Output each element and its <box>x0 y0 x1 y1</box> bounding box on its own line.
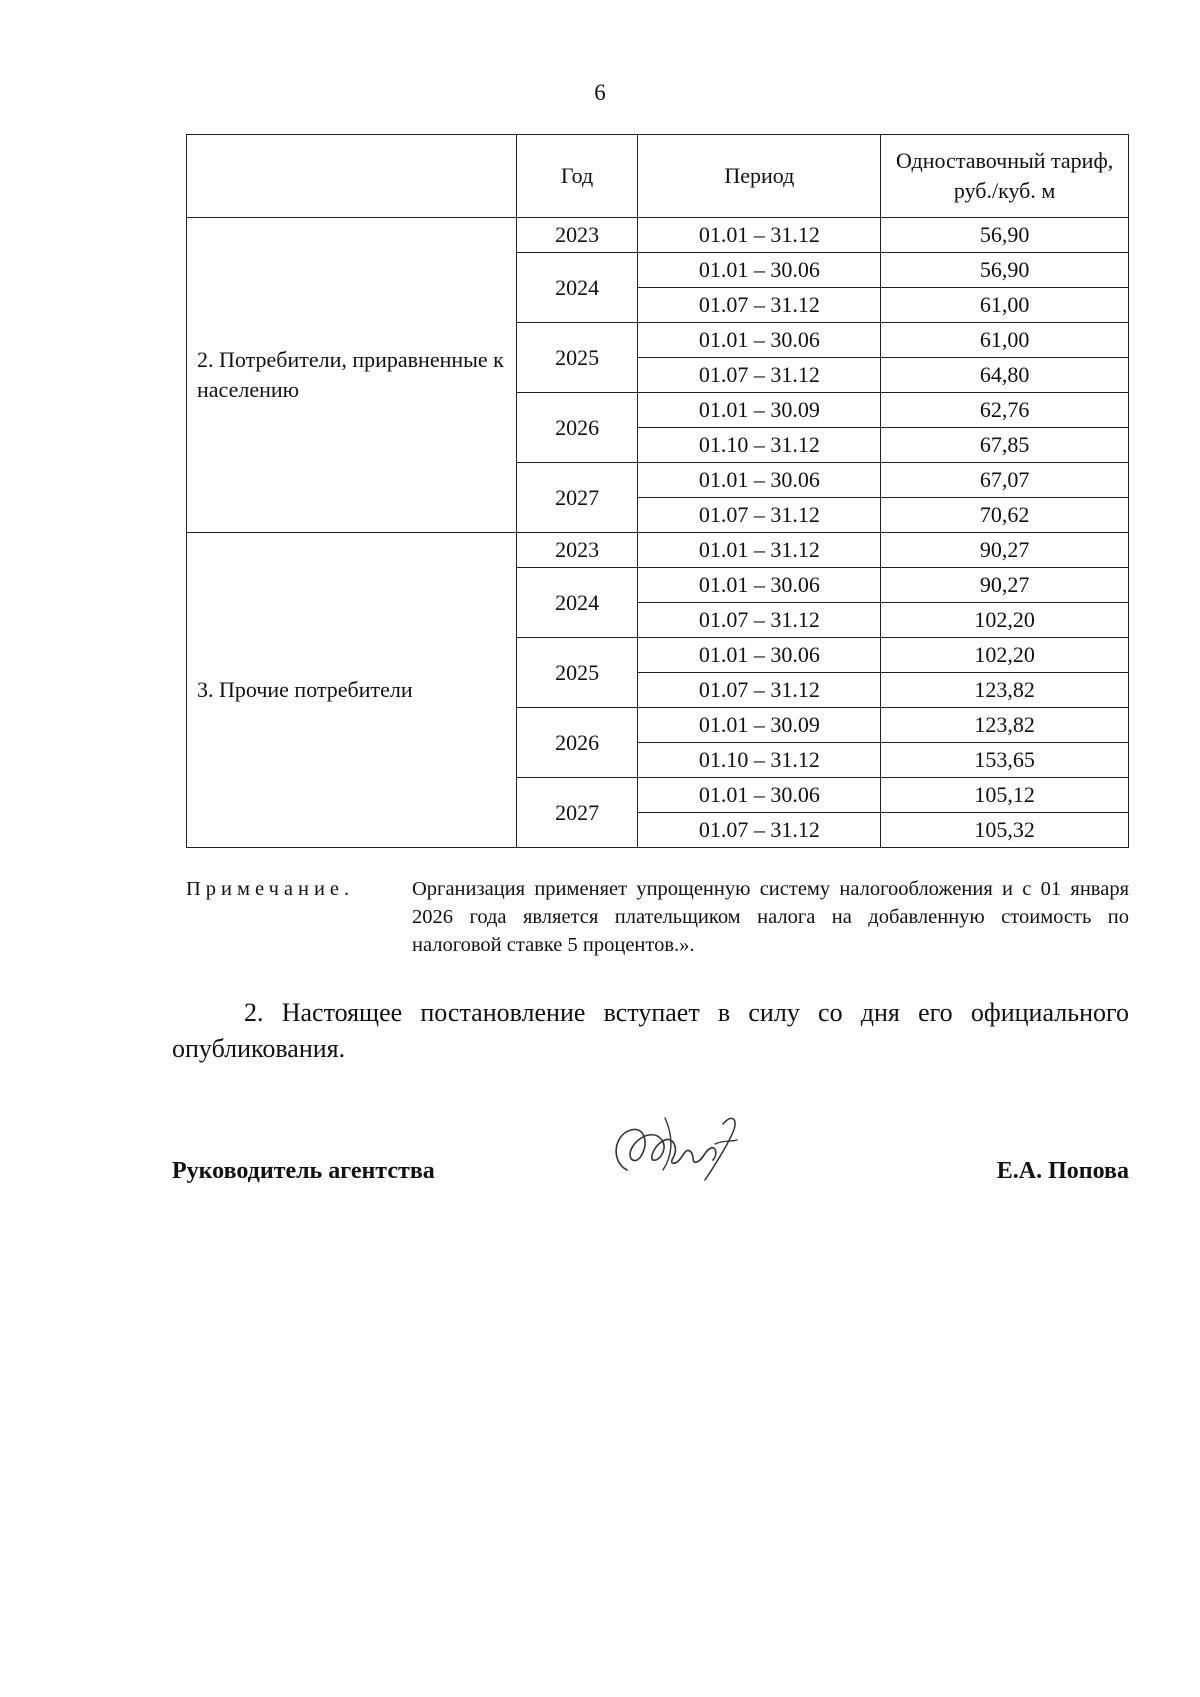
period-cell: 01.01 – 30.09 <box>638 393 881 428</box>
period-cell: 01.07 – 31.12 <box>638 813 881 848</box>
year-cell: 2027 <box>516 463 638 533</box>
period-cell: 01.07 – 31.12 <box>638 288 881 323</box>
consumer-group-cell: 3. Прочие потребители <box>187 533 517 848</box>
year-cell: 2023 <box>516 218 638 253</box>
year-cell: 2026 <box>516 708 638 778</box>
tariff-cell: 102,20 <box>881 603 1129 638</box>
period-cell: 01.01 – 30.06 <box>638 323 881 358</box>
tariff-cell: 90,27 <box>881 533 1129 568</box>
period-cell: 01.10 – 31.12 <box>638 743 881 778</box>
tariff-cell: 153,65 <box>881 743 1129 778</box>
table-header-row <box>187 135 1129 218</box>
signer-name: Е.А. Попова <box>996 1158 1129 1184</box>
period-cell: 01.07 – 31.12 <box>638 358 881 393</box>
consumer-group-cell: 2. Потребители, приравненные к населению <box>187 218 517 533</box>
year-cell: 2024 <box>516 568 638 638</box>
tariff-cell: 67,85 <box>881 428 1129 463</box>
effective-date-paragraph: 2. Настоящее постановление вступает в силу со дня его официального опубликования. <box>172 998 1129 1063</box>
period-cell: 01.10 – 31.12 <box>638 428 881 463</box>
tariff-cell: 61,00 <box>881 323 1129 358</box>
year-cell: 2023 <box>516 533 638 568</box>
page-number: 6 <box>594 80 606 105</box>
table-row <box>187 533 1129 568</box>
tariff-cell: 123,82 <box>881 673 1129 708</box>
tariff-cell: 61,00 <box>881 288 1129 323</box>
period-cell: 01.07 – 31.12 <box>638 673 881 708</box>
period-cell: 01.01 – 30.06 <box>638 778 881 813</box>
tariff-cell: 90,27 <box>881 568 1129 603</box>
period-cell: 01.01 – 30.09 <box>638 708 881 743</box>
tariff-cell: 56,90 <box>881 253 1129 288</box>
year-cell: 2026 <box>516 393 638 463</box>
year-cell: 2025 <box>516 323 638 393</box>
note-label: Примечание. <box>186 878 355 900</box>
tariff-cell: 67,07 <box>881 463 1129 498</box>
year-cell: 2027 <box>516 778 638 848</box>
period-cell: 01.01 – 30.06 <box>638 568 881 603</box>
tariff-cell: 62,76 <box>881 393 1129 428</box>
tariff-cell: 64,80 <box>881 358 1129 393</box>
period-cell: 01.01 – 30.06 <box>638 253 881 288</box>
period-cell: 01.07 – 31.12 <box>638 498 881 533</box>
handwritten-signature-icon <box>605 1100 755 1185</box>
year-cell: 2024 <box>516 253 638 323</box>
header-consumer-group <box>187 135 517 218</box>
signer-title: Руководитель агентства <box>172 1158 435 1184</box>
tariff-cell: 105,12 <box>881 778 1129 813</box>
tariff-cell: 70,62 <box>881 498 1129 533</box>
period-cell: 01.01 – 30.06 <box>638 638 881 673</box>
tariff-cell: 56,90 <box>881 218 1129 253</box>
tariff-cell: 123,82 <box>881 708 1129 743</box>
note-text: Организация применяет упрощенную систему налогообложения и с 01 января 2026 года является плательщиком налога на добавленную стоимость по налоговой ставке 5 процентов.». <box>412 878 1129 956</box>
header-year: Год <box>516 135 638 218</box>
tariff-cell: 105,32 <box>881 813 1129 848</box>
tariff-table <box>186 134 1129 848</box>
tariff-cell: 102,20 <box>881 638 1129 673</box>
period-cell: 01.01 – 30.06 <box>638 463 881 498</box>
period-cell: 01.07 – 31.12 <box>638 603 881 638</box>
header-period: Период <box>638 135 881 218</box>
year-cell: 2025 <box>516 638 638 708</box>
tariff-table-body <box>187 218 1129 848</box>
header-tariff: Одноставочный тариф, руб./куб. м <box>881 135 1129 218</box>
table-row <box>187 218 1129 253</box>
period-cell: 01.01 – 31.12 <box>638 218 881 253</box>
period-cell: 01.01 – 31.12 <box>638 533 881 568</box>
